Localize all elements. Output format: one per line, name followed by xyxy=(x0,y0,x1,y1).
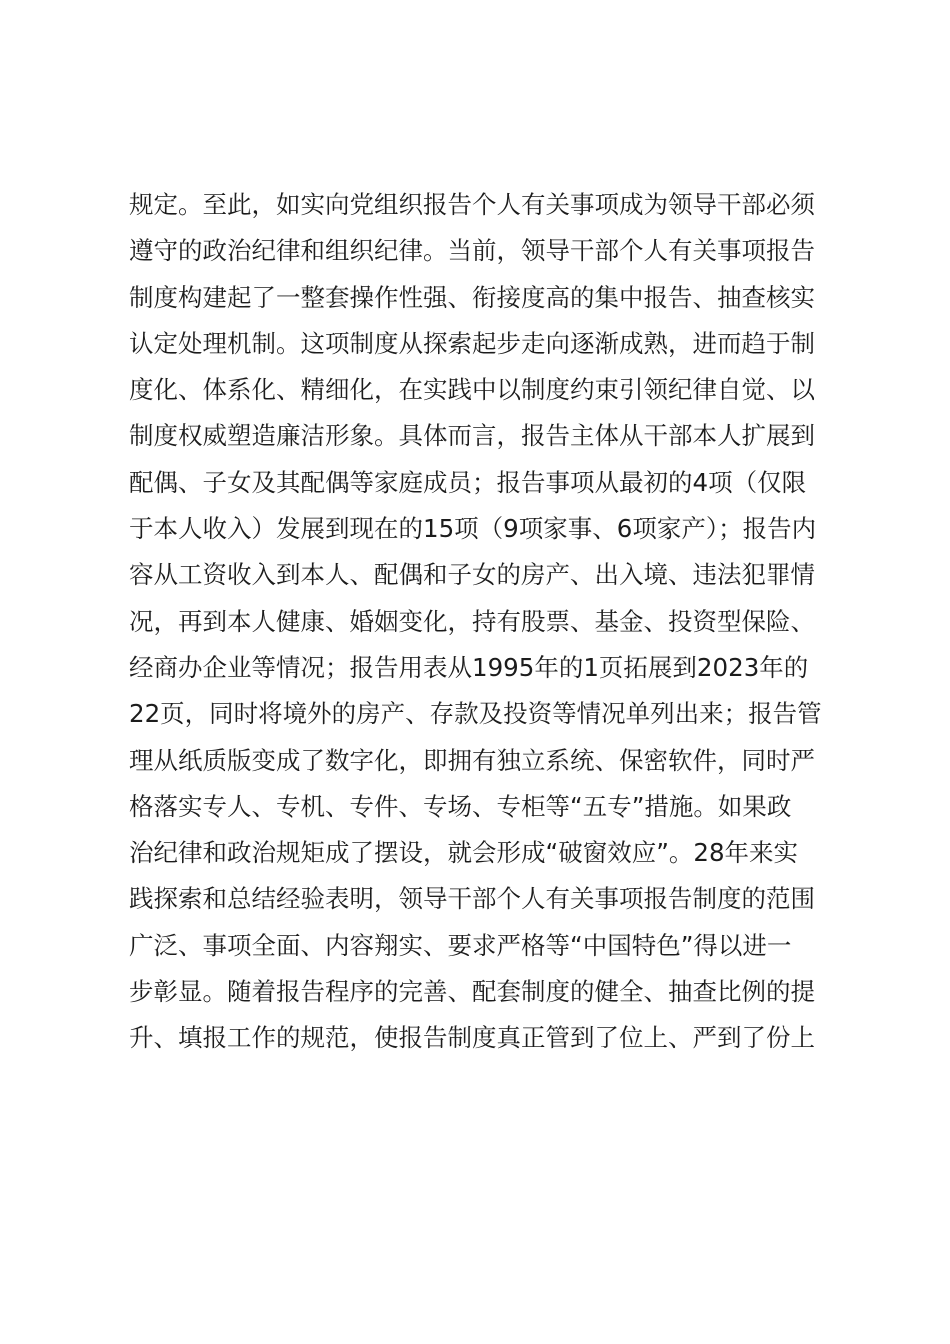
text-line: 经商办企业等情况；报告用表从1995年的1页拓展到2023年的 xyxy=(129,652,809,682)
text-line: 认定处理机制。这项制度从探索起步走向逐渐成熟，进而趋于制 xyxy=(129,328,815,358)
text-line: 理从纸质版变成了数字化，即拥有独立系统、保密软件，同时严 xyxy=(129,745,815,775)
text-line: 升、填报工作的规范，使报告制度真正管到了位上、严到了份上 xyxy=(129,1023,815,1053)
text-line: 制度构建起了一整套操作性强、衔接度高的集中报告、抽查核实 xyxy=(129,282,815,312)
text-line: 规定。至此，如实向党组织报告个人有关事项成为领导干部必须 xyxy=(129,190,815,219)
text-line: 遵守的政治纪律和组织纪律。当前，领导干部个人有关事项报告 xyxy=(129,236,815,266)
text-line: 度化、体系化、精细化，在实践中以制度约束引领纪律自觉、以 xyxy=(129,375,815,405)
text-line: 践探索和总结经验表明，领导干部个人有关事项报告制度的范围 xyxy=(129,884,815,914)
body-paragraph xyxy=(129,182,869,1062)
text-line: 况，再到本人健康、婚姻变化，持有股票、基金、投资型保险、 xyxy=(129,606,815,636)
text-line: 步彰显。随着报告程序的完善、配套制度的健全、抽查比例的提 xyxy=(129,977,815,1007)
text-line: 22页，同时将境外的房产、存款及投资等情况单列出来；报告管 xyxy=(129,699,822,729)
text-line: 于本人收入）发展到现在的15项（9项家事、6项家产）；报告内 xyxy=(129,514,817,544)
text-line: 配偶、子女及其配偶等家庭成员；报告事项从最初的4项（仅限 xyxy=(129,467,807,497)
text-line: 治纪律和政治规矩成了摆设，就会形成“破窗效应”。28年来实 xyxy=(129,838,799,868)
text-line: 容从工资收入到本人、配偶和子女的房产、出入境、违法犯罪情 xyxy=(129,560,815,590)
text-line: 制度权威塑造廉洁形象。具体而言，报告主体从干部本人扩展到 xyxy=(129,421,815,451)
text-line: 格落实专人、专机、专件、专场、专柜等“五专”措施。如果政 xyxy=(129,791,792,821)
text-line: 广泛、事项全面、内容翔实、要求严格等“中国特色”得以进一 xyxy=(129,930,792,960)
